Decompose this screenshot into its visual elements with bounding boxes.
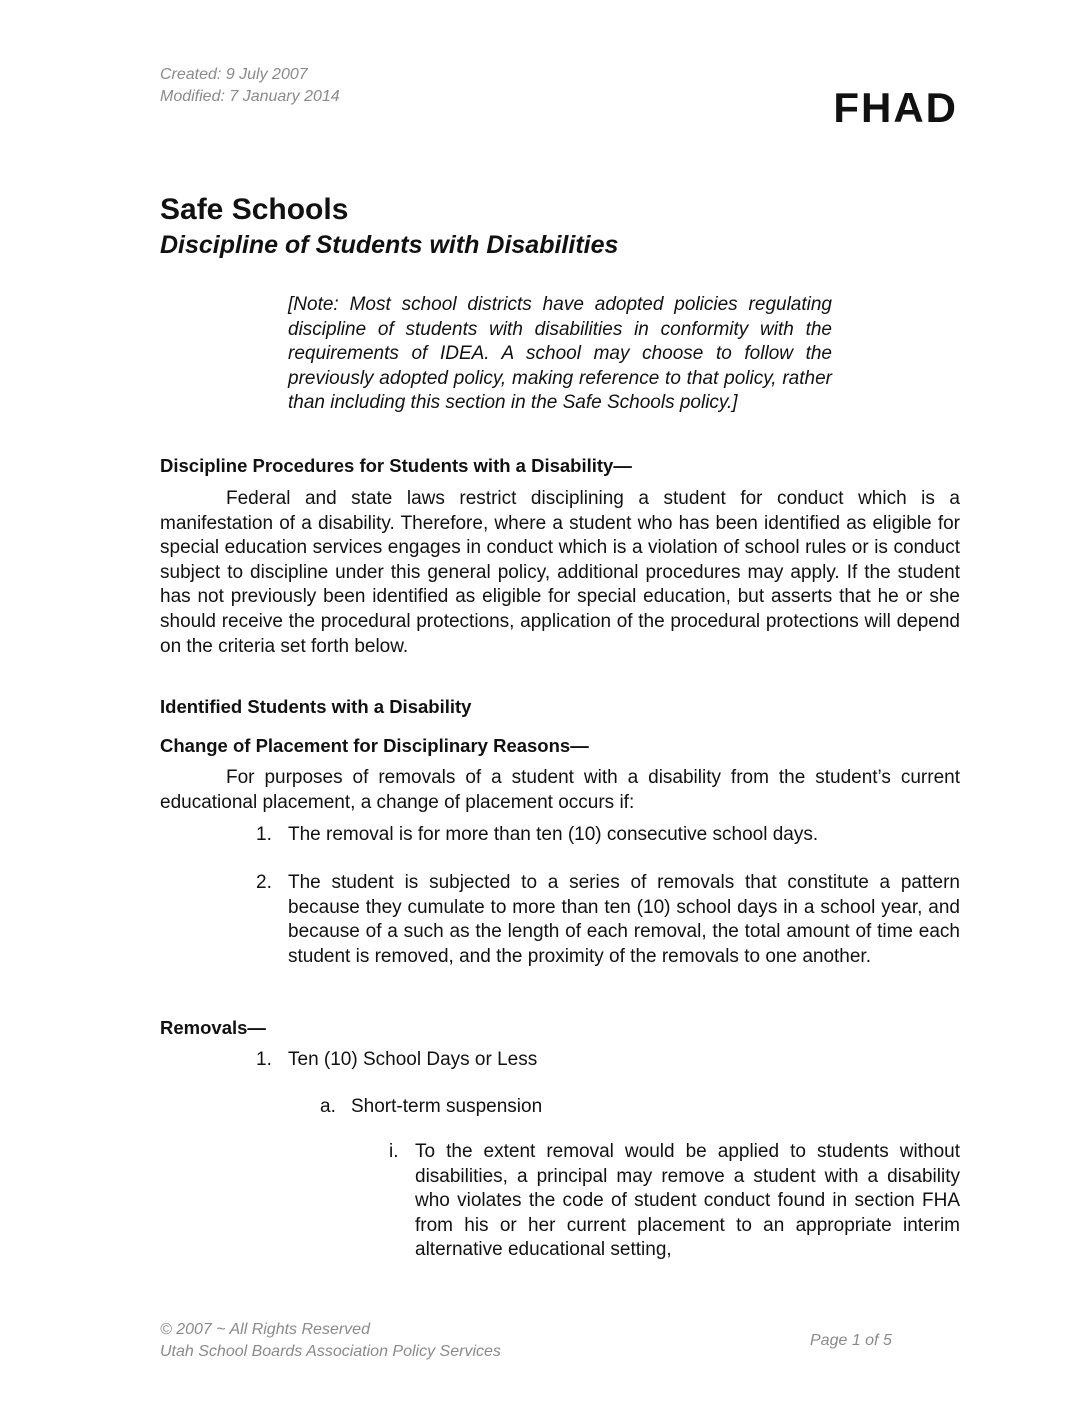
- page-title: Safe Schools: [160, 193, 349, 226]
- section-paragraph-change-of-placement: For purposes of removals of a student with a disability from the student’s current educational placement, a change of placement occurs if:: [160, 767, 960, 813]
- footer-copyright: © 2007 ~ All Rights Reserved: [160, 1321, 370, 1338]
- sub-sub-list-item-numeral: i.: [389, 1141, 399, 1162]
- section-heading-identified-students: Identified Students with a Disability: [160, 696, 472, 717]
- list-item-number: 2.: [256, 872, 272, 893]
- editor-note: [Note: Most school districts have adopted policies regulating discipline of students with disabilities in conformity with the requirements of IDEA. A school may choose to follow the previously adopted policy, making reference to that policy, rather than including this section in the Safe Schools policy.]: [288, 294, 832, 414]
- page-subtitle: Discipline of Students with Disabilities: [160, 231, 619, 259]
- policy-code: FHAD: [833, 84, 958, 131]
- section-heading-discipline-procedures: Discipline Procedures for Students with a Disability—: [160, 455, 632, 476]
- created-date: Created: 9 July 2007: [160, 66, 308, 83]
- document-dates: [160, 64, 340, 108]
- list-item-text: Ten (10) School Days or Less: [288, 1049, 538, 1070]
- sub-list-item-text: Short-term suspension: [351, 1096, 543, 1117]
- sub-sub-list-item-text: To the extent removal would be applied to students without disabilities, a principal may remove a student with a disability who violates the code of student conduct found in section FHA from his or her current placement to an appropriate interim alternative educational setting,: [415, 1141, 960, 1261]
- list-item-text: The removal is for more than ten (10) consecutive school days.: [288, 824, 819, 845]
- list-item-number: 1.: [256, 1049, 272, 1070]
- modified-date: Modified: 7 January 2014: [160, 88, 340, 105]
- footer-organization: Utah School Boards Association Policy Services: [160, 1343, 501, 1360]
- sub-list-item-letter: a.: [320, 1096, 336, 1117]
- section-paragraph-discipline-procedures: Federal and state laws restrict disciplining a student for conduct which is a manifestation of a disability. Therefore, where a student who has been identified as eligible for special education services engages in conduct which is a violation of school rules or is conduct subject to discipline under this general policy, additional procedures may apply. If the student has not previously been identified as eligible for special education, but asserts that he or she should receive the procedural protections, application of the procedural protections will depend on the criteria set forth below.: [160, 488, 960, 657]
- section-heading-change-of-placement: Change of Placement for Disciplinary Reasons—: [160, 735, 589, 756]
- list-item-text: The student is subjected to a series of removals that constitute a pattern because they cumulate to more than ten (10) school days in a school year, and because of a such as the length of each removal, the total amount of time each student is removed, and the proximity of the removals to one another.: [288, 872, 960, 967]
- section-heading-removals: Removals—: [160, 1017, 266, 1038]
- list-item-number: 1.: [256, 824, 272, 845]
- page-number: Page 1 of 5: [810, 1332, 892, 1349]
